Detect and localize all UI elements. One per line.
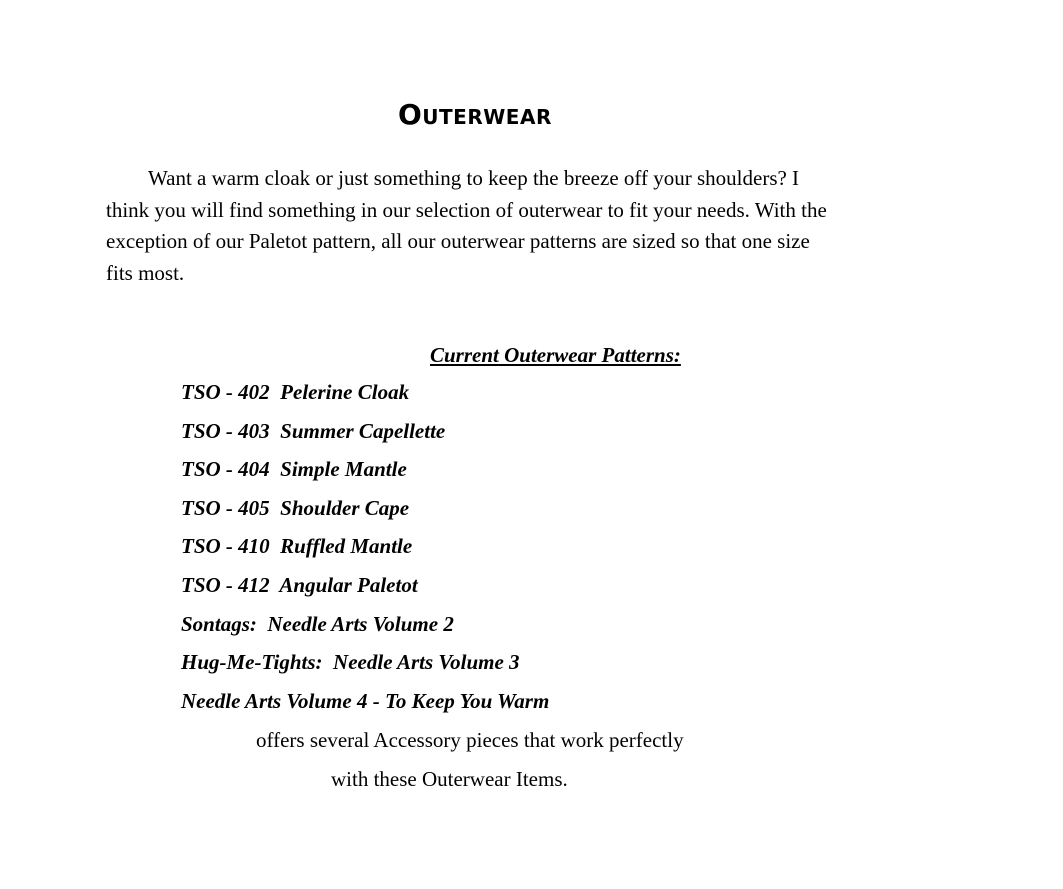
intro-line-1 — [106, 163, 986, 195]
patterns-heading: Current Outerwear Patterns: — [430, 343, 681, 367]
intro-line-2: think you will find something in our selection of outerwear to fit your needs. With the — [106, 197, 827, 222]
pattern-item-tso-403: TSO - 403 Summer Capellette — [181, 418, 446, 443]
intro-line-1-text: Want a warm cloak or just something to keep the breeze off your shoulders? I — [148, 166, 800, 190]
intro-line-4: fits most. — [106, 260, 185, 285]
intro-paragraph — [106, 163, 986, 289]
pattern-item-tso-402: TSO - 402 Pelerine Cloak — [181, 380, 410, 404]
pattern-item-sontags: Sontags: Needle Arts Volume 2 — [181, 611, 454, 636]
patterns-list — [181, 377, 549, 724]
page-title: Outerwear — [398, 98, 552, 131]
accessory-note-line-1: offers several Accessory pieces that work perfectly — [256, 728, 684, 752]
pattern-item-tso-404: TSO - 404 Simple Mantle — [181, 457, 407, 482]
accessory-note-line-2: with these Outerwear Items. — [331, 767, 568, 791]
pattern-item-needle-arts-vol-4: Needle Arts Volume 4 - To Keep You Warm — [181, 688, 550, 713]
pattern-item-tso-410: TSO - 410 Ruffled Mantle — [181, 534, 413, 559]
pattern-item-hug-me-tights: Hug-Me-Tights: Needle Arts Volume 3 — [181, 650, 520, 675]
intro-line-3: exception of our Paletot pattern, all our outerwear patterns are sized so that one size — [106, 229, 810, 253]
pattern-item-tso-405: TSO - 405 Shoulder Cape — [181, 495, 410, 520]
pattern-item-tso-412: TSO - 412 Angular Paletot — [181, 572, 418, 597]
